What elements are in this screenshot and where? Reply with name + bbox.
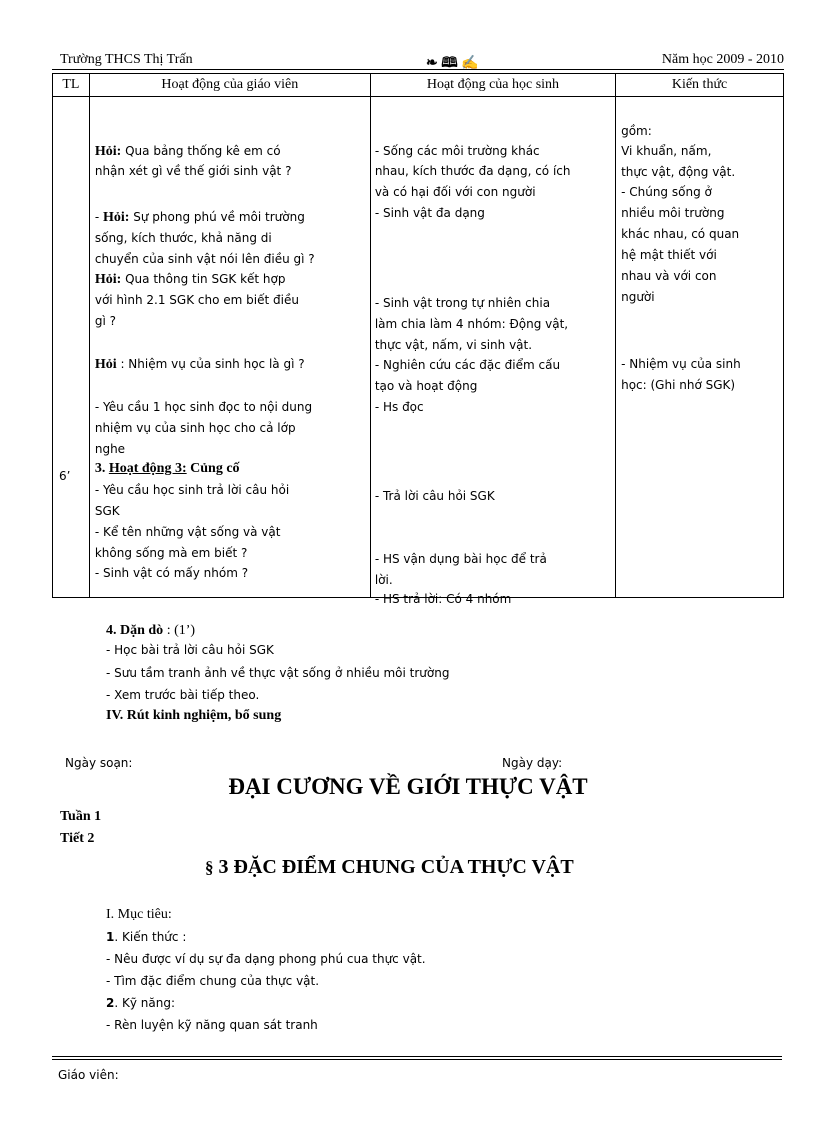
objectives-heading: I. Mục tiêu: [106,907,172,922]
objective-knowledge-2: - Tìm đặc điểm chung của thực vật. [106,974,320,988]
table-body-row [53,97,784,598]
student-a1: - Sống các môi trường khác [374,144,540,158]
school-year: Năm học 2009 - 2010 [661,52,784,67]
student-a14: - HS trả lời: Có 4 nhóm [374,592,512,606]
student-cell [370,97,615,606]
student-a11: - Trả lời câu hỏi SGK [374,489,495,503]
knowledge-k6: khác nhau, có quan [621,227,740,241]
knowledge-k11: học: (Ghi nhớ SGK) [621,378,736,392]
knowledge-k1: gồm: [621,124,652,138]
teacher-q1: Hỏi: Qua bảng thống kê em có [94,144,281,159]
teacher-q4: Hỏi : Nhiệm vụ của sinh học là gì ? [94,357,305,372]
student-a3: và có hại đối với con người [374,185,536,199]
homework-item-1: - Học bài trả lời câu hỏi SGK [106,643,274,657]
header-divider [52,69,784,70]
student-a4: - Sinh vật đa dạng [374,206,485,220]
knowledge-k10: - Nhiệm vụ của sinh [621,357,741,371]
tl-cell [53,97,90,598]
teacher-q3: Hỏi: Qua thông tin SGK kết hợp [94,272,286,287]
student-a7: thực vật, nấm, vi sinh vật. [374,338,533,352]
student-a13: lời. [374,573,393,587]
tl-value: 6’ [59,469,71,483]
section-iv-heading: IV. Rút kinh nghiệm, bổ sung [106,708,282,723]
student-a9: tạo và hoạt động [374,379,478,393]
teacher-s2: SGK [94,504,120,518]
header-student: Hoạt động của học sinh [370,74,615,97]
teacher-request-2: nhiệm vụ của sinh học cho cả lớp [94,421,296,435]
teacher-q3-line3: gì ? [94,314,116,328]
student-a8: - Nghiên cứu các đặc điểm cấu [374,358,561,372]
knowledge-k4: - Chúng sống ở [621,185,712,199]
prep-date: Ngày soạn: [65,756,133,770]
teacher-cell [89,97,370,598]
student-a12: - HS vận dụng bài học để trả [374,552,547,566]
table-header-row [53,74,784,97]
knowledge-cell [616,97,784,598]
knowledge-k9: người [621,290,655,304]
teacher-s3: - Kể tên những vật sống và vật [94,525,281,539]
header-ornament-icon: ❧ 🕮 ✍ [426,56,479,71]
knowledge-k3: thực vật, động vật. [621,165,736,179]
teacher-q3-line2: với hình 2.1 SGK cho em biết điều [94,293,299,307]
teacher-request-1: - Yêu cầu 1 học sinh đọc to nội dung [94,400,313,414]
period-label: Tiết 2 [60,831,95,846]
homework-item-2: - Sưu tầm tranh ảnh về thực vật sống ở nhiều môi trường [106,666,450,680]
knowledge-k5: nhiều môi trường [621,206,725,220]
teacher-s4: không sống mà em biết ? [94,546,248,560]
objective-knowledge-1: - Nêu được ví dụ sự đa dạng phong phú cua thực vật. [106,952,426,966]
knowledge-k7: hệ mật thiết với [621,248,717,262]
footer-teacher: Giáo viên: [58,1068,119,1082]
teacher-q2-line2: sống, kích thước, khả năng di [94,231,272,245]
teacher-q2-line3: chuyển của sinh vật nói lên điều gì ? [94,252,315,266]
footer-divider-top [52,1056,782,1057]
teacher-s5: - Sinh vật có mấy nhóm ? [94,566,249,580]
teacher-q2: - Hỏi: Sự phong phú về môi trường [94,210,305,225]
homework-heading: 4. Dặn dò : (1’) [106,623,196,638]
student-a6: làm chia làm 4 nhóm: Động vật, [374,317,569,331]
student-a5: - Sinh vật trong tự nhiên chia [374,296,551,310]
page-header [60,52,784,70]
week-label: Tuần 1 [60,809,102,824]
chapter-title: ĐẠI CƯƠNG VỀ GIỚI THỰC VẬT [228,774,588,799]
header-knowledge: Kiến thức [616,74,784,97]
teach-date: Ngày dạy: [502,756,563,770]
objective-skill-1: - Rèn luyện kỹ năng quan sát tranh [106,1018,318,1032]
activity-3-heading: 3. Hoạt động 3: Củng cố [94,461,240,476]
teacher-request-3: nghe [94,442,126,456]
footer-divider-bottom [52,1059,782,1060]
knowledge-k2: Vi khuẩn, nấm, [621,144,712,158]
teacher-q1-line2: nhận xét gì về thế giới sinh vật ? [94,164,292,178]
student-a10: - Hs đọc [374,400,424,414]
header-teacher: Hoạt động của giáo viên [89,74,370,97]
knowledge-k8: nhau và với con [621,269,717,283]
knowledge-heading: 1. Kiến thức : [106,930,187,944]
section-sign-icon: § [205,858,214,877]
lesson-activity-table [52,73,784,606]
skills-heading: 2. Kỹ năng: [106,996,175,1010]
student-a2: nhau, kích thước đa dạng, có ích [374,164,571,178]
section-title: § 3 ĐẶC ĐIỂM CHUNG CỦA THỰC VẬT [205,856,574,878]
teacher-s1: - Yêu cầu học sinh trả lời câu hỏi [94,483,290,497]
homework-item-3: - Xem trước bài tiếp theo. [106,688,260,702]
school-name: Trường THCS Thị Trấn [60,52,193,67]
header-tl: TL [53,74,90,97]
